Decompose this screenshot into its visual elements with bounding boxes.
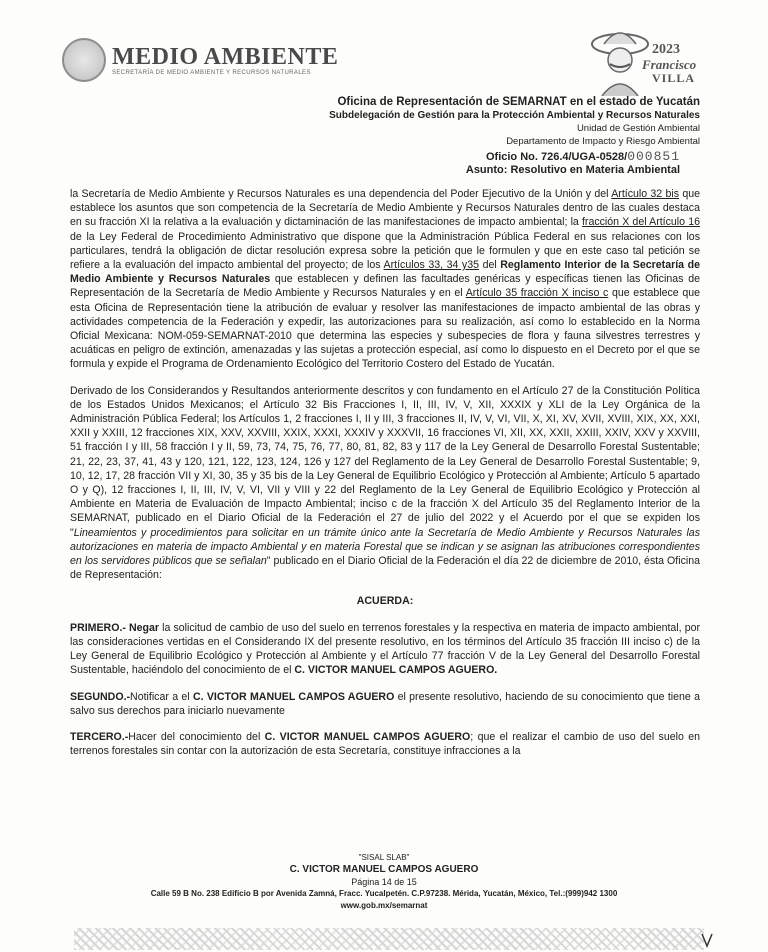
- oficio-stamp: 000851: [627, 149, 680, 164]
- office-unit: Unidad de Gestión Ambiental: [576, 123, 700, 134]
- document-body: [70, 187, 700, 770]
- villa-portrait-icon: [590, 26, 650, 96]
- resolution-segundo: SEGUNDO.-Notificar a el C. VICTOR MANUEL CAMPOS AGUERO el presente resolutivo, haciendo de su conocimiento que tiene a salvo sus derechos para iniciarlo nuevamente: [70, 690, 701, 717]
- oficio-block: [466, 150, 680, 177]
- footer-name: C. VICTOR MANUEL CAMPOS AGUERO: [289, 864, 479, 875]
- asunto: Asunto: Resolutivo en Materia Ambiental: [465, 164, 680, 176]
- villa-year: 2023: [652, 42, 680, 57]
- resolution-primero: PRIMERO.- Negar la solicitud de cambio de uso del suelo en terrenos forestales y la respectiva en materia de impacto ambiental, por las consideraciones vertidas en el Considerando IX del presente resolutivo, en los términos del Artículo 35 fracción III inciso c) de la Ley General de Equilibrio Ecológico y Protección al Ambiente y el Artículo 77 fracción V de la Ley General del Desarrollo Forestal Sustentable, haciéndolo del conocimiento de el C. VICTOR MANUEL CAMPOS AGUERO.: [70, 621, 701, 677]
- logo-subtitle: SECRETARÍA DE MEDIO AMBIENTE Y RECURSOS NATURALES: [112, 70, 311, 76]
- office-header: [329, 96, 700, 148]
- resolution-tercero: TERCERO.-Hacer del conocimiento del C. VICTOR MANUEL CAMPOS AGUERO; que el realizar el cambio de uso del suelo en terrenos forestales sin contar con la autorización de esta Secretaría, constituye infracciones a la: [70, 730, 701, 758]
- semarnat-logo: [62, 38, 338, 82]
- villa-name: Francisco: [642, 57, 697, 72]
- logo-title: MEDIO AMBIENTE: [112, 44, 339, 70]
- signature-mark-icon: [700, 932, 714, 948]
- decorative-band: [74, 928, 704, 950]
- office-subdelegation: Subdelegación de Gestión para la Protección Ambiental y Recursos Naturales: [329, 110, 700, 121]
- villa-surname: VILLA: [652, 71, 696, 85]
- francisco-villa-emblem: [590, 26, 700, 96]
- national-seal-icon: [62, 38, 106, 82]
- office-department: Departamento de Impacto y Riesgo Ambiental: [506, 136, 700, 147]
- footer-address: Calle 59 B No. 238 Edificio B por Avenida Zamná, Fracc. Yucalpetén. C.P.97238. Mérida, Yucatán, México, Tel.:(999)942 1300: [150, 889, 618, 898]
- footer-website: www.gob.mx/semarnat: [340, 901, 428, 910]
- acuerda-heading: ACUERDA:: [356, 595, 414, 608]
- oficio-number: Oficio No. 726.4/UGA-0528/000851: [485, 149, 680, 164]
- paragraph-legal-basis: la Secretaría de Medio Ambiente y Recursos Naturales es una dependencia del Poder Ejecutivo de la Unión y del Artículo 32 bis que establece los asuntos que son competencia de la Secretaría de Medio Ambiente y Recursos Naturales dentro de las cuales destaca en su fracción XI la relativa a la evaluación y dictaminación de las manifestaciones de impacto ambiental; la fracción X del Artículo 16 de la Ley Federal de Procedimiento Administrativo que dispone que la Administración Pública Federal en sus relaciones con los particulares, tendrá la obligación de dictar resolución expresa sobre la petición que le formulen y que en este caso tal petición se refiere a la evaluación del impacto ambiental del proyecto; de los Artículos 33, 34 y35 del Reglamento Interior de la Secretaría de Medio Ambiente y Recursos Naturales que establecen y definen las facultades genéricas y específicas tienen las Oficinas de Representación de la Secretaría de Medio Ambiente y Recursos Naturales y en el Artículo 35 fracción X inciso c que establece que esta Oficina de Representación tiene la atribución de evaluar y resolver las manifestaciones de impacto ambiental de las obras y actividades competencia de la Federación y expedir, las autorizaciones para su realización, así como lo establecido en la Norma Oficial Mexicana: NOM-059-SEMARNAT-2010 que determina las especies y subespecies de flora y fauna silvestres terrestres y acuáticas en peligro de extinción, amenazadas y las sujetas a protección especial, así como lo dispuesto en el Decreto por el que se formula y expide el Programa de Ordenamiento Ecológico del Territorio Costero del Estado de Yucatán.: [70, 188, 700, 371]
- page-footer: [0, 852, 768, 912]
- footer-project: "SISAL SLAB": [358, 853, 410, 862]
- page-number: Página 14 de 15: [351, 877, 417, 887]
- paragraph-derivado: Derivado de los Considerandos y Resultandos anteriormente descritos y con fundamento en el Artículo 27 de la Constitución Política de los Estados Unidos Mexicanos; el Artículo 32 Bis Fracciones I, II, III, IV, V, XII, XXXIX y XLI de la Ley Orgánica de la Administración Pública Federal; los Artículos 1, 2 fracciones I, II y III, 3 fracciones II, IV, V, VI, VII, X, XI, XV, XVII, XVIII, XIX, XX, XXI, XXII y XXIII, 12 fracciones XIX, XXV, XXVIII, XXIX, XXXI, XXXIV y XXXVII, 16 fracciones VI, XII, XX, XXII, XXIII, XXIV, XXV y XXVIII, 51 fracción I y III, 58 fracción I y II, 59, 73, 74, 75, 76, 77, 80, 81, 82, 83 y 117 de la Ley General de Desarrollo Forestal Sustentable; 21, 22, 23, 37, 41, 43 y 120, 121, 122, 123, 124, 126 y 127 del Reglamento de la Ley General de Desarrollo Forestal Sustentable; 9, 10, 12, 17, 28 fracción VII y XI, 30, 35 y 35 bis de la Ley General de Equilibrio Ecológico y Protección al Ambiente; Artículo 5 apartado O y Q), 12 fracciones I, II, III, IV, V, VI, VII y VIII y 22 del Reglamento de la Ley General de Equilibrio Ecológico y Protección al Ambiente en Materia de Evaluación de Impacto Ambiental; inciso c de la fracción X del Artículo 35 del Reglamento Interior de la SEMARNAT, publicado en el Diario Oficial de la Federación el 27 de julio del 2022 y el Acuerdo por el que se expiden los "Lineamientos y procedimientos para solicitar en un trámite único ante la Secretaría de Medio Ambiente y Recursos Naturales las autorizaciones en materia de impacto Ambiental y en materia Forestal que se indican y se asignan las atribuciones correspondientes en los servidores públicos que se señalan" publicado en el Diario Oficial de la Federación el día 22 de diciembre de 2010, ésta Oficina de Representación:: [70, 384, 700, 582]
- office-title: Oficina de Representación de SEMARNAT en el estado de Yucatán: [337, 96, 700, 108]
